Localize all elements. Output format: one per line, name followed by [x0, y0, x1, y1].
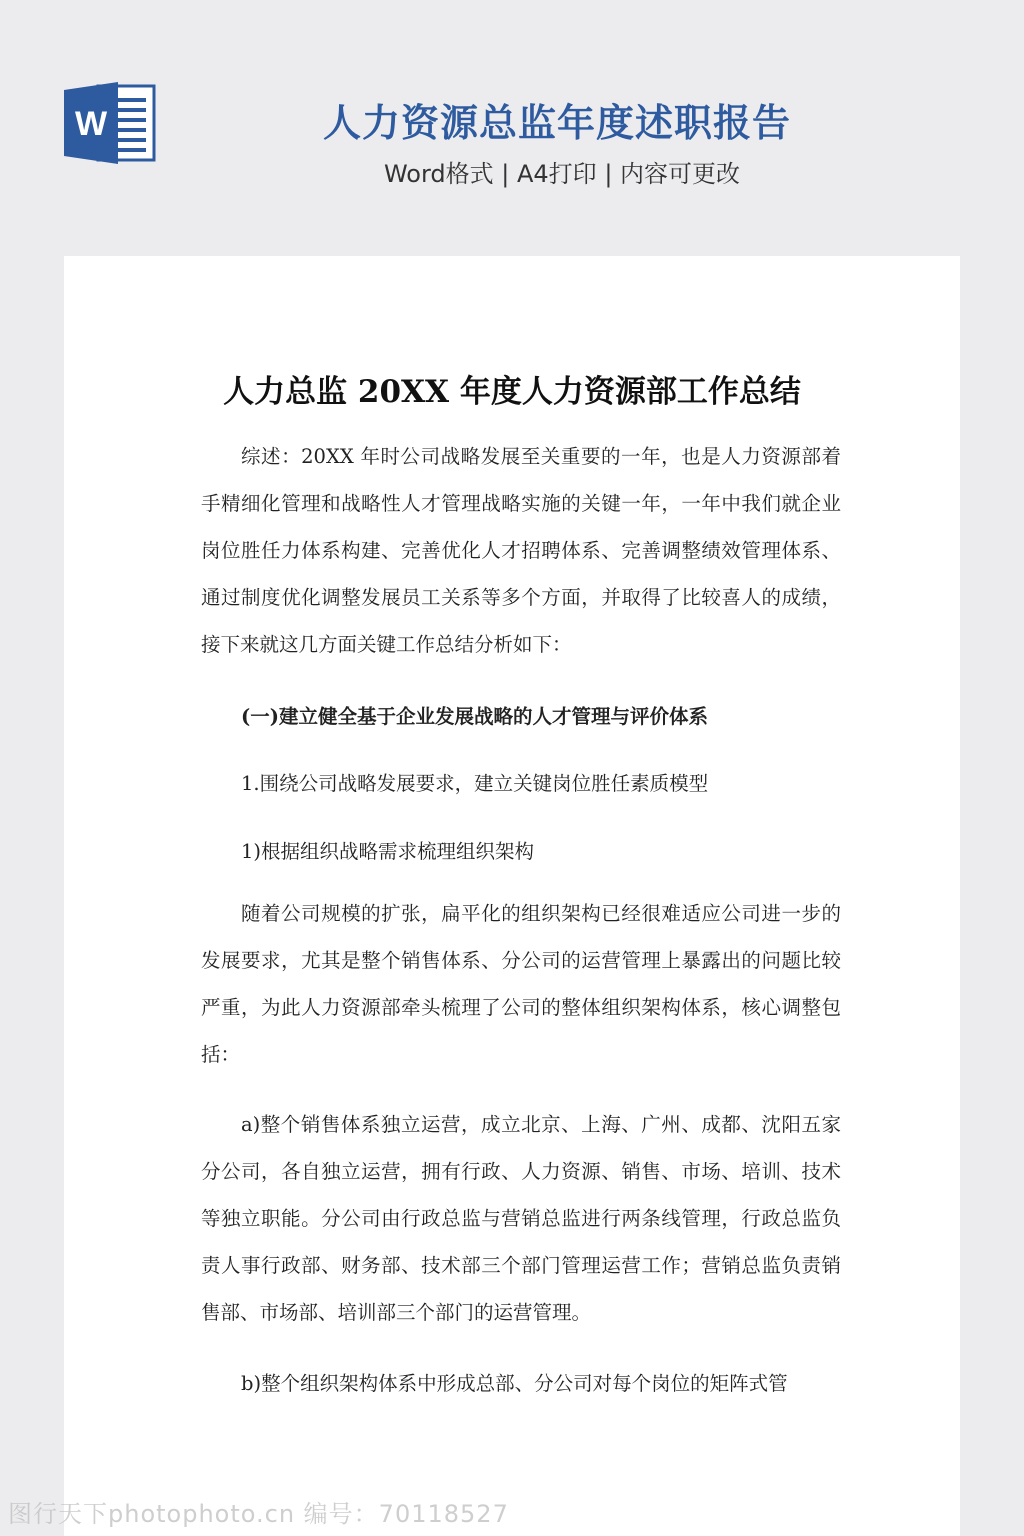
list-paragraph-a: a)整个销售体系独立运营，成立北京、上海、广州、成都、沈阳五家分公司，各自独立运营，拥有行政、人力资源、销售、市场、培训、技术等独立职能。分公司由行政总监与营销总监进行两条线管理，行政总监负责人事行政部、财务部、技术部三个部门管理运营工作；营销总监负责销售部、市场部、培训部三个部门的运营管理。 [201, 1113, 841, 1324]
section-heading: (一)建立健全基于企业发展战略的人才管理与评价体系 [241, 705, 708, 728]
header-banner [0, 0, 1024, 256]
banner-title: 人力资源总监年度述职报告 [322, 101, 791, 145]
document-title: 人力总监 20XX 年度人力资源部工作总结 [223, 374, 801, 410]
banner-subtitle: Word格式 | A4打印 | 内容可更改 [383, 160, 741, 188]
document-page [64, 256, 960, 1536]
list-paragraph-b: b)整个组织架构体系中形成总部、分公司对每个岗位的矩阵式管 [241, 1372, 788, 1395]
subsection-heading: 1.围绕公司战略发展要求，建立关键岗位胜任素质模型 [241, 772, 709, 795]
sub-subsection-heading: 1)根据组织战略需求梳理组织架构 [241, 840, 535, 863]
body-paragraph: 随着公司规模的扩张，扁平化的组织架构已经很难适应公司进一步的发展要求，尤其是整个销售体系、分公司的运营管理上暴露出的问题比较严重，为此人力资源部牵头梳理了公司的整体组织架构体系，核心调整包括： [201, 902, 841, 1066]
watermark: 图行天下photophoto.cn 编号：70118527 [8, 1500, 509, 1528]
svg-text:W: W [74, 105, 108, 143]
intro-paragraph: 综述：20XX 年时公司战略发展至关重要的一年，也是人力资源部着手精细化管理和战略性人才管理战略实施的关键一年，一年中我们就企业岗位胜任力体系构建、完善优化人才招聘体系、完善调整绩效管理体系、通过制度优化调整发展员工关系等多个方面，并取得了比较喜人的成绩，接下来就这几方面关键工作总结分析如下： [201, 445, 841, 656]
